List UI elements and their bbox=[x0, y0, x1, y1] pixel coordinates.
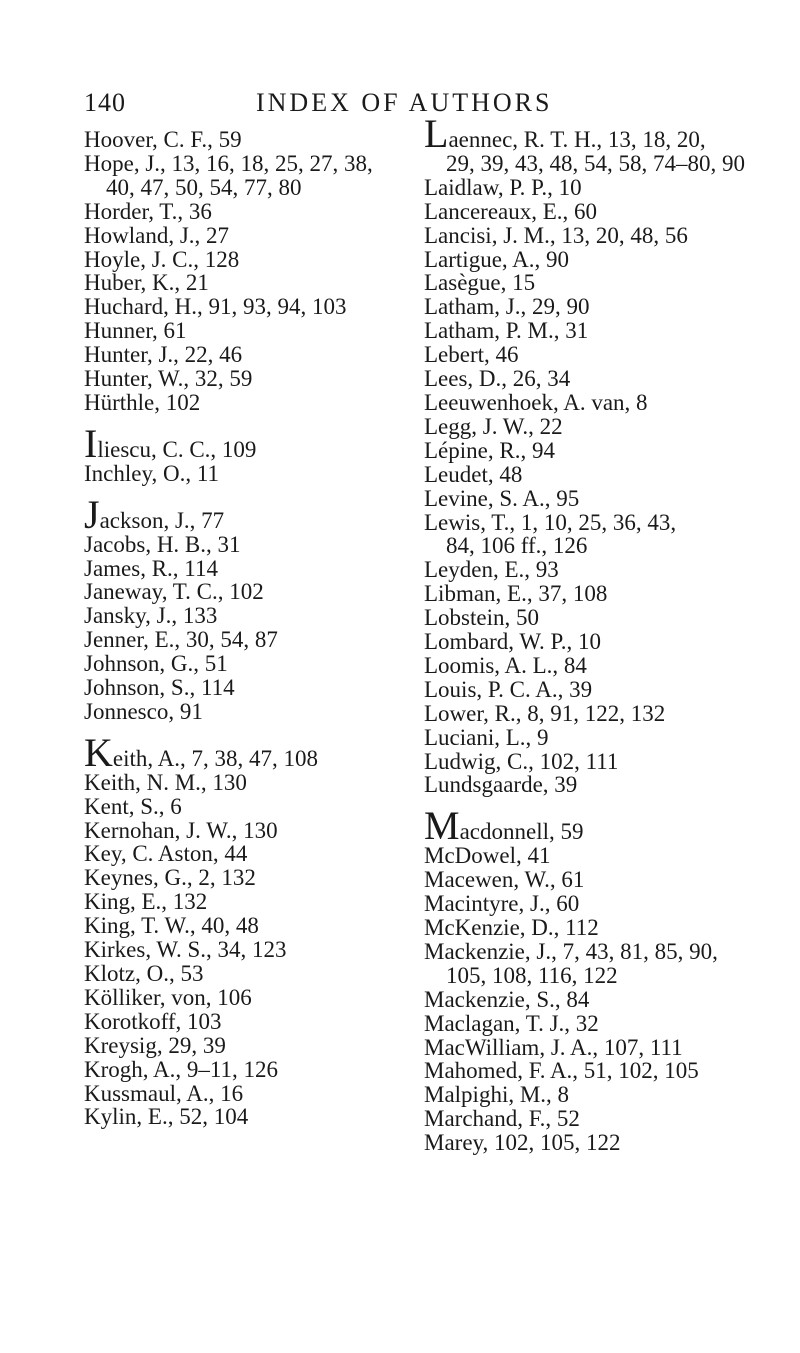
index-entry bbox=[84, 391, 424, 415]
index-entry bbox=[84, 200, 424, 224]
entry-text: Jacobs, H. B., 31 bbox=[84, 531, 241, 557]
index-entry bbox=[424, 391, 774, 415]
entry-text: liescu, C. C., 109 bbox=[97, 436, 257, 462]
entry-text: Klotz, O., 53 bbox=[84, 961, 204, 986]
index-entry bbox=[424, 295, 774, 319]
entry-continuation: 29, 39, 43, 48, 54, 58, 74–80, 90 bbox=[446, 150, 745, 176]
entry-text: Kölliker, von, 106 bbox=[84, 984, 252, 1010]
entry-text: Hoover, C. F., 59 bbox=[84, 127, 242, 152]
entry-text: Inchley, O., 11 bbox=[84, 460, 219, 486]
entry-text: Kernohan, J. W., 130 bbox=[84, 817, 278, 843]
index-entry bbox=[424, 415, 774, 439]
index-entry bbox=[424, 271, 774, 295]
entry-text: Hope, J., 13, 16, 18, 25, 27, 38, bbox=[84, 150, 373, 176]
index-entry bbox=[424, 773, 774, 797]
entry-text: Lees, D., 26, 34 bbox=[424, 366, 571, 392]
section-initial-letter: K bbox=[84, 729, 113, 775]
entry-text: Latham, J., 29, 90 bbox=[424, 294, 590, 320]
entry-text: Johnson, S., 114 bbox=[84, 675, 235, 701]
index-entry bbox=[84, 128, 424, 152]
entry-text: Kirkes, W. S., 34, 123 bbox=[84, 937, 287, 963]
index-entry bbox=[424, 1036, 774, 1060]
entry-text: Lépine, R., 94 bbox=[424, 437, 555, 463]
entry-text: Lancereaux, E., 60 bbox=[424, 198, 598, 224]
entry-text: Key, C. Aston, 44 bbox=[84, 841, 248, 867]
index-entry bbox=[84, 533, 424, 557]
index-entry bbox=[84, 580, 424, 604]
index-entry bbox=[84, 628, 424, 652]
entry-text: Kent, S., 6 bbox=[84, 793, 182, 819]
index-entry bbox=[424, 988, 774, 1012]
index-entry bbox=[424, 319, 774, 343]
index-entry bbox=[84, 914, 424, 938]
index-entry bbox=[424, 868, 774, 892]
entry-text: Korotkoff, 103 bbox=[84, 1008, 222, 1034]
entry-text: Lartigue, A., 90 bbox=[424, 246, 569, 272]
entry-text: Leeuwenhoek, A. van, 8 bbox=[424, 389, 648, 415]
index-entry bbox=[424, 248, 774, 272]
entry-text: Marchand, F., 52 bbox=[424, 1106, 580, 1132]
entry-text: James, R., 114 bbox=[84, 555, 218, 581]
section-initial-letter: M bbox=[424, 803, 460, 849]
index-entry bbox=[84, 866, 424, 890]
index-entry bbox=[84, 1058, 424, 1082]
index-entry bbox=[84, 604, 424, 628]
entry-text: Mahomed, F. A., 51, 102, 105 bbox=[424, 1058, 699, 1084]
index-entry bbox=[424, 702, 774, 726]
index-entry bbox=[424, 582, 774, 606]
entry-text: Howland, J., 27 bbox=[84, 222, 230, 248]
index-entry bbox=[424, 916, 774, 940]
index-letter-group bbox=[84, 491, 424, 724]
index-entry bbox=[424, 343, 774, 367]
index-entry bbox=[424, 176, 774, 200]
index-entry bbox=[424, 1059, 774, 1083]
entry-text: Lebert, 46 bbox=[424, 342, 519, 368]
index-entry bbox=[84, 676, 424, 700]
index-entry bbox=[424, 750, 774, 774]
index-entry bbox=[84, 462, 424, 486]
page-number: 140 bbox=[84, 88, 126, 117]
index-entry bbox=[84, 224, 424, 248]
entry-text: Horder, T., 36 bbox=[84, 198, 212, 224]
index-entry bbox=[84, 420, 424, 466]
entry-text: Mackenzie, S., 84 bbox=[424, 986, 590, 1012]
index-entry bbox=[424, 844, 774, 868]
index-entry bbox=[424, 803, 774, 849]
section-initial-letter: J bbox=[84, 491, 100, 537]
index-entry bbox=[84, 271, 424, 295]
index-entry bbox=[424, 511, 774, 559]
entry-text: Huchard, H., 91, 93, 94, 103 bbox=[84, 294, 347, 320]
index-letter-group bbox=[424, 803, 774, 1156]
index-entry bbox=[424, 224, 774, 248]
entry-text: Jansky, J., 133 bbox=[84, 603, 218, 629]
entry-text: Lancisi, J. M., 13, 20, 48, 56 bbox=[424, 222, 688, 248]
entry-text: Lower, R., 8, 91, 122, 132 bbox=[424, 700, 666, 726]
index-entry bbox=[84, 491, 424, 537]
index-entry bbox=[84, 842, 424, 866]
entry-text: Janeway, T. C., 102 bbox=[84, 579, 264, 605]
index-entry bbox=[424, 1012, 774, 1036]
entry-text: Levine, S. A., 95 bbox=[424, 485, 580, 511]
index-entry bbox=[424, 558, 774, 582]
entry-text: Laidlaw, P. P., 10 bbox=[424, 174, 582, 200]
entry-text: Johnson, G., 51 bbox=[84, 651, 228, 677]
entry-text: King, E., 132 bbox=[84, 889, 208, 915]
index-entry bbox=[424, 654, 774, 678]
index-entry bbox=[424, 1083, 774, 1107]
index-entry bbox=[84, 890, 424, 914]
entry-text: Kylin, E., 52, 104 bbox=[84, 1104, 249, 1130]
entry-text: Mackenzie, J., 7, 43, 81, 85, 90, bbox=[424, 938, 718, 964]
index-entry bbox=[84, 938, 424, 962]
entry-text: ackson, J., 77 bbox=[99, 507, 225, 533]
section-initial-letter: L bbox=[424, 111, 449, 156]
index-entry bbox=[424, 487, 774, 511]
index-entry bbox=[84, 367, 424, 391]
entry-text: Ludwig, C., 102, 111 bbox=[424, 748, 619, 774]
entry-text: Lewis, T., 1, 10, 25, 36, 43, bbox=[424, 509, 677, 535]
entry-text: Hürthle, 102 bbox=[84, 389, 201, 415]
index-entry bbox=[84, 771, 424, 795]
entry-text: Luciani, L., 9 bbox=[424, 724, 549, 750]
entry-text: Leyden, E., 93 bbox=[424, 557, 559, 583]
index-entry bbox=[424, 1131, 774, 1155]
index-entry bbox=[84, 1082, 424, 1106]
index-entry bbox=[424, 439, 774, 463]
entry-continuation: 40, 47, 50, 54, 77, 80 bbox=[106, 174, 302, 200]
index-entry bbox=[424, 726, 774, 750]
entry-text: Malpighi, M., 8 bbox=[424, 1082, 570, 1108]
index-entry bbox=[84, 700, 424, 724]
entry-text: Latham, P. M., 31 bbox=[424, 318, 589, 344]
index-entry bbox=[84, 986, 424, 1010]
index-entry bbox=[84, 1010, 424, 1034]
index-entry bbox=[424, 463, 774, 487]
entry-text: Lombard, W. P., 10 bbox=[424, 629, 601, 655]
index-entry bbox=[84, 248, 424, 272]
page-title: INDEX OF AUTHORS bbox=[256, 88, 553, 117]
index-letter-group bbox=[84, 729, 424, 1130]
entry-text: Hunter, W., 32, 59 bbox=[84, 366, 253, 392]
entry-continuation: 105, 108, 116, 122 bbox=[446, 962, 618, 988]
index-entry bbox=[424, 630, 774, 654]
index-entry bbox=[424, 111, 774, 176]
entry-text: Lasègue, 15 bbox=[424, 270, 536, 296]
index-entry bbox=[424, 200, 774, 224]
entry-text: Hoyle, J. C., 128 bbox=[84, 246, 240, 272]
entry-text: Hunter, J., 22, 46 bbox=[84, 342, 243, 368]
index-entry bbox=[424, 606, 774, 630]
index-entry bbox=[84, 319, 424, 343]
entry-text: Hunner, 61 bbox=[84, 318, 187, 344]
section-initial-letter: I bbox=[84, 420, 98, 466]
entry-text: Huber, K., 21 bbox=[84, 270, 209, 296]
index-entry bbox=[84, 557, 424, 581]
entry-text: Lobstein, 50 bbox=[424, 605, 539, 631]
entry-text: Loomis, A. L., 84 bbox=[424, 652, 587, 678]
entry-text: aennec, R. T. H., 13, 18, 20, bbox=[448, 127, 706, 152]
entry-text: Louis, P. C. A., 39 bbox=[424, 676, 593, 702]
index-entry bbox=[424, 678, 774, 702]
entry-text: McDowel, 41 bbox=[424, 843, 551, 869]
entry-text: eith, A., 7, 38, 47, 108 bbox=[112, 745, 318, 771]
entry-text: King, T. W., 40, 48 bbox=[84, 913, 259, 939]
entry-text: Jenner, E., 30, 54, 87 bbox=[84, 627, 278, 653]
entry-text: Keith, N. M., 130 bbox=[84, 769, 247, 795]
index-entry bbox=[84, 1034, 424, 1058]
index-entry bbox=[424, 892, 774, 916]
index-letter-group bbox=[84, 420, 424, 486]
entry-text: acdonnell, 59 bbox=[459, 819, 584, 845]
entry-text: Legg, J. W., 22 bbox=[424, 413, 563, 439]
index-entry bbox=[424, 940, 774, 988]
index-entry bbox=[84, 795, 424, 819]
index-entry bbox=[424, 367, 774, 391]
index-entry bbox=[84, 962, 424, 986]
entry-text: Keynes, G., 2, 132 bbox=[84, 865, 256, 891]
entry-text: Macewen, W., 61 bbox=[424, 867, 585, 893]
entry-text: Maclagan, T. J., 32 bbox=[424, 1010, 599, 1036]
index-entry bbox=[84, 295, 424, 319]
index-entry bbox=[84, 819, 424, 843]
entry-text: Marey, 102, 105, 122 bbox=[424, 1130, 621, 1156]
index-entry bbox=[424, 1107, 774, 1131]
index-entry bbox=[84, 729, 424, 775]
index-letter-group bbox=[84, 128, 424, 415]
index-entry bbox=[84, 152, 424, 200]
index-entry bbox=[84, 1105, 424, 1129]
entry-text: McKenzie, D., 112 bbox=[424, 915, 599, 940]
entry-continuation: 84, 106 ff., 126 bbox=[446, 533, 588, 559]
index-column-right bbox=[424, 111, 774, 1156]
index-entry bbox=[84, 652, 424, 676]
entry-text: Leudet, 48 bbox=[424, 461, 523, 487]
index-letter-group bbox=[424, 111, 774, 798]
entry-text: MacWilliam, J. A., 107, 111 bbox=[424, 1034, 683, 1060]
index-column-left bbox=[84, 128, 424, 1129]
entry-text: Lundsgaarde, 39 bbox=[424, 772, 578, 798]
entry-text: Kussmaul, A., 16 bbox=[84, 1080, 244, 1106]
entry-text: Jonnesco, 91 bbox=[84, 698, 203, 724]
entry-text: Libman, E., 37, 108 bbox=[424, 581, 608, 607]
index-entry bbox=[84, 343, 424, 367]
entry-text: Macintyre, J., 60 bbox=[424, 891, 580, 917]
entry-text: Krogh, A., 9–11, 126 bbox=[84, 1056, 279, 1082]
entry-text: Kreysig, 29, 39 bbox=[84, 1032, 226, 1058]
